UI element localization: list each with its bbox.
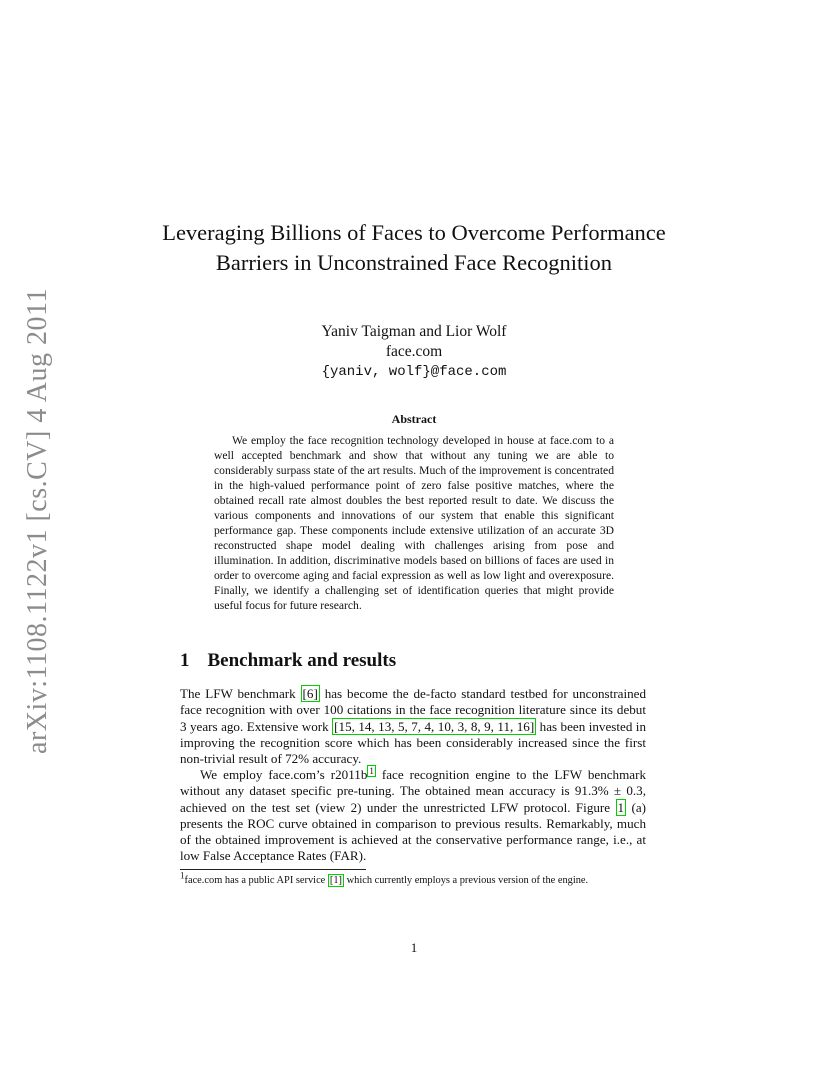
author-affiliation: face.com bbox=[385, 343, 443, 360]
section-number: 1 bbox=[180, 650, 190, 671]
abstract-heading: Abstract bbox=[391, 412, 437, 426]
footnote bbox=[180, 870, 646, 888]
author-email: {yaniv, wolf}@face.com bbox=[321, 364, 507, 380]
citation-link[interactable]: [6] bbox=[302, 686, 318, 701]
arxiv-stamp bbox=[8, 288, 68, 754]
body-paragraph bbox=[180, 686, 646, 767]
footnote-rule bbox=[180, 869, 366, 870]
footnote-mark: 1 bbox=[180, 870, 185, 881]
paragraph-text: has been invested in improving the recognition score which has been considerably increased since the first non-trivial result of 72% accuracy. bbox=[180, 718, 646, 767]
citation-link[interactable]: [1] bbox=[329, 875, 343, 886]
footnote-text: which currently employs a previous version of the engine. bbox=[344, 875, 589, 886]
paragraph-text: has become the de-facto standard testbed for unconstrained face recognition with over 100 citations in the face recognition literature since its debut 3 years ago. Extensive work bbox=[180, 686, 647, 734]
author-block bbox=[180, 322, 648, 382]
paragraph-text: We employ face.com’s r2011b bbox=[200, 767, 368, 782]
citation-link[interactable]: [15, 14, 13, 5, 7, 4, 10, 3, 8, 9, 11, 16] bbox=[334, 718, 535, 734]
footnote-text: face.com has a public API service bbox=[184, 875, 328, 886]
paragraph-text: face recognition engine to the LFW benchmark without any dataset specific pre-tuning. The obtained mean accuracy is 91.3% ± 0.3, achieved on the test set (view 2) under the unrestricted LFW protocol. Figure bbox=[180, 767, 646, 815]
paragraph-text: The LFW benchmark bbox=[180, 686, 301, 701]
page-number: 1 bbox=[410, 940, 418, 955]
author-names: Yaniv Taigman and Lior Wolf bbox=[321, 323, 507, 340]
footnote-marker-link[interactable]: 1 bbox=[369, 765, 374, 776]
arxiv-stamp-text: arXiv:1108.1122v1 [cs.CV] 4 Aug 2011 bbox=[22, 288, 53, 754]
section-title: Benchmark and results bbox=[207, 650, 397, 671]
section-heading bbox=[180, 650, 396, 672]
paragraph-text: (a) presents the ROC curve obtained in comparison to previous results. Remarkably, much of the obtained improvement is achieved at the conservative performance range, i.e., at low False Acceptance Rates (FAR). bbox=[180, 799, 646, 864]
body-paragraph bbox=[180, 767, 646, 865]
abstract-body: We employ the face recognition technology developed in house at face.com to a well accepted benchmark and show that without any tuning we are able to considerably surpass state of the art results. Much of the improvement is concentrated in the high-valued performance point of zero false positive matches, where the obtained recall rate almost doubles the best reported result to date. We discuss the various components and innovations of our system that enable this significant performance gap. These components include extensive utilization of an accurate 3D reconstructed shape model dealing with challenges arising from pose and illumination. In addition, discriminative models based on billions of faces are used in order to overcome aging and facial expression as well as low light and overexposure. Finally, we identify a challenging set of identification queries that might provide useful focus for future research. bbox=[214, 434, 614, 612]
figure-ref-link[interactable]: 1 bbox=[617, 799, 625, 815]
paper-title: Leveraging Billions of Faces to Overcome Performance Barriers in Unconstrained Face Recognition bbox=[162, 220, 666, 275]
